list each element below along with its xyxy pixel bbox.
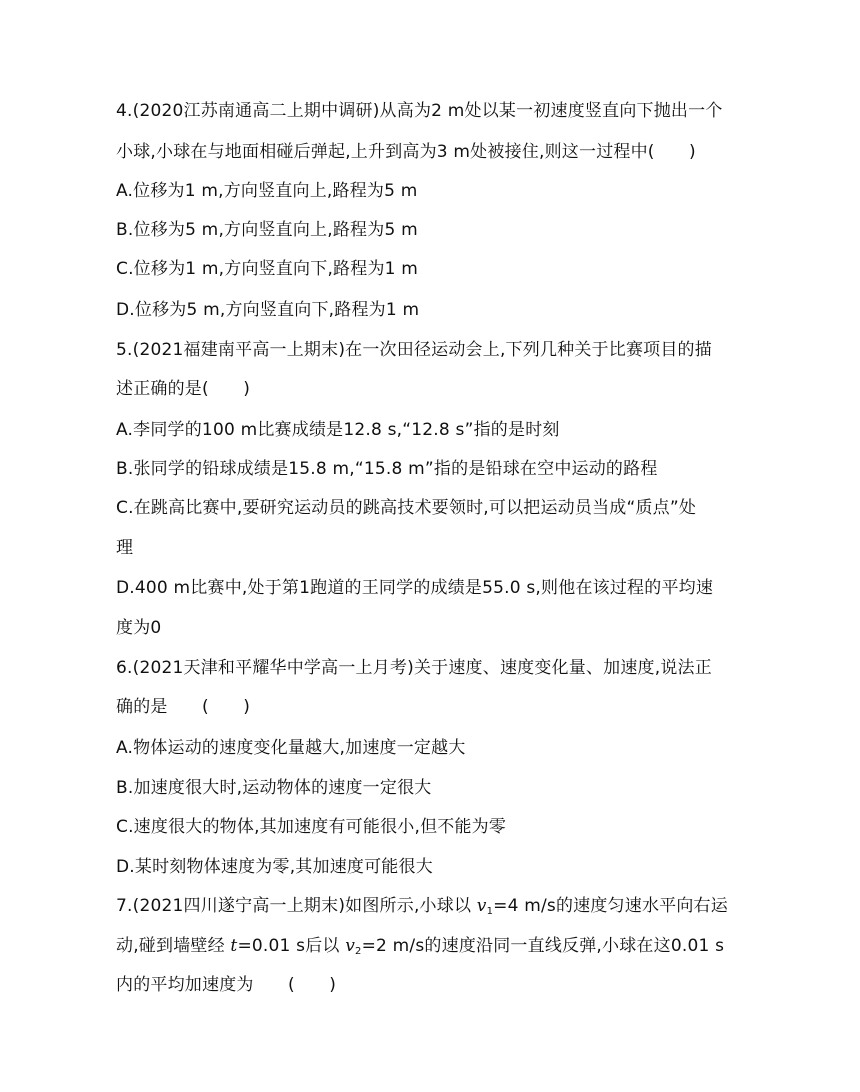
q6-option-c: C.速度很大的物体,其加速度有可能很小,但不能为零: [116, 817, 507, 837]
q7-v2-subscript: 2: [355, 946, 362, 957]
q7-line2-mid: =0.01 s后以: [237, 936, 346, 956]
q7-t-symbol: t: [230, 936, 238, 956]
q7-v1-symbol: v: [476, 896, 487, 916]
q7-v1-subscript: 1: [486, 906, 494, 917]
q7-line1-prefix: 7.(2021四川遂宁高一上期末)如图所示,小球以: [116, 896, 477, 916]
q7-stem-line2: [116, 935, 724, 963]
q5-option-d-line1: D.400 m比赛中,处于第1跑道的王同学的成绩是55.0 s,则他在该过程的平均速: [116, 578, 714, 598]
q5-option-b: B.张同学的铅球成绩是15.8 m,“15.8 m”指的是铅球在空中运动的路程: [116, 459, 658, 479]
q4-option-c: C.位移为1 m,方向竖直向下,路程为1 m: [116, 259, 419, 279]
q4-option-b: B.位移为5 m,方向竖直向上,路程为5 m: [116, 220, 418, 240]
q4-option-d: D.位移为5 m,方向竖直向下,路程为1 m: [116, 300, 420, 320]
q5-option-c-line1: C.在跳高比赛中,要研究运动员的跳高技术要领时,可以把运动员当成“质点”处: [116, 498, 697, 518]
q7-line2-prefix: 动,碰到墙壁经: [116, 936, 231, 956]
q7-stem-line3: 内的平均加速度为 ( ): [116, 975, 337, 995]
q4-option-a: A.位移为1 m,方向竖直向上,路程为5 m: [116, 181, 418, 201]
q5-option-d-line2: 度为0: [116, 618, 162, 638]
q5-option-a: A.李同学的100 m比赛成绩是12.8 s,“12.8 s”指的是时刻: [116, 420, 560, 440]
q6-option-b: B.加速度很大时,运动物体的速度一定很大: [116, 778, 432, 798]
q5-option-c-line2: 理: [116, 538, 134, 558]
q7-stem-line1: [116, 895, 728, 923]
q7-line2-suffix: =2 m/s的速度沿同一直线反弹,小球在这0.01 s: [361, 936, 725, 956]
q7-line1-suffix: =4 m/s的速度匀速水平向右运: [493, 896, 728, 916]
q5-stem-line1: 5.(2021福建南平高一上期末)在一次田径运动会上,下列几种关于比赛项目的描: [116, 340, 712, 360]
q6-option-a: A.物体运动的速度变化量越大,加速度一定越大: [116, 738, 466, 758]
q6-stem-line2: 确的是 ( ): [116, 697, 251, 717]
q5-stem-line2: 述正确的是( ): [116, 379, 251, 399]
q4-stem-line1: 4.(2020江苏南通高二上期中调研)从高为2 m处以某一初速度竖直向下抛出一个: [116, 101, 723, 121]
q6-option-d: D.某时刻物体速度为零,其加速度可能很大: [116, 857, 433, 877]
q6-stem-line1: 6.(2021天津和平耀华中学高一上月考)关于速度、速度变化量、加速度,说法正: [116, 658, 712, 678]
q4-stem-line2: 小球,小球在与地面相碰后弹起,上升到高为3 m处被接住,则这一过程中( ): [116, 142, 696, 162]
q7-v2-symbol: v: [345, 936, 356, 956]
